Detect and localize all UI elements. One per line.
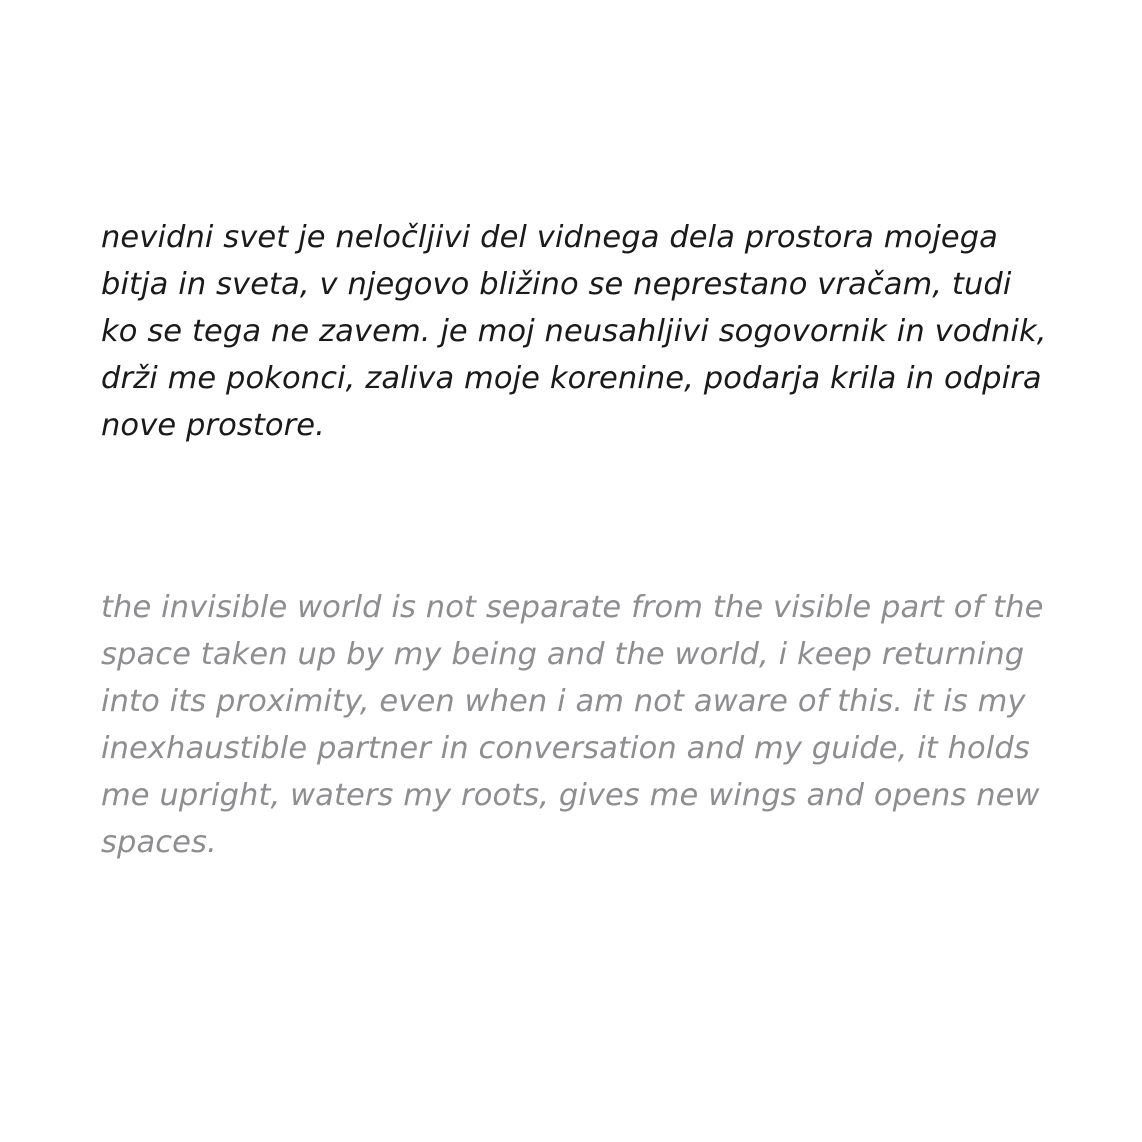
slovenian-passage: nevidni svet je neločljivi del vidnega dela prostora mojega bitja in sveta, v njegovo bližino se neprestano vračam, tudi ko se tega ne zavem. je moj neusahljivi sogovornik in vodnik, drži me pokonci, zaliva moje korenine, podarja krila in odpira nove prostore. (101, 219, 1057, 443)
english-passage: the invisible world is not separate from the visible part of the space taken up by my being and the world, i keep returning into its proximity, even when i am not aware of this. it is my inexhaustible partner in conversation and my guide, it holds me upright, waters my roots, gives me wings and opens new spaces. (101, 589, 1054, 860)
